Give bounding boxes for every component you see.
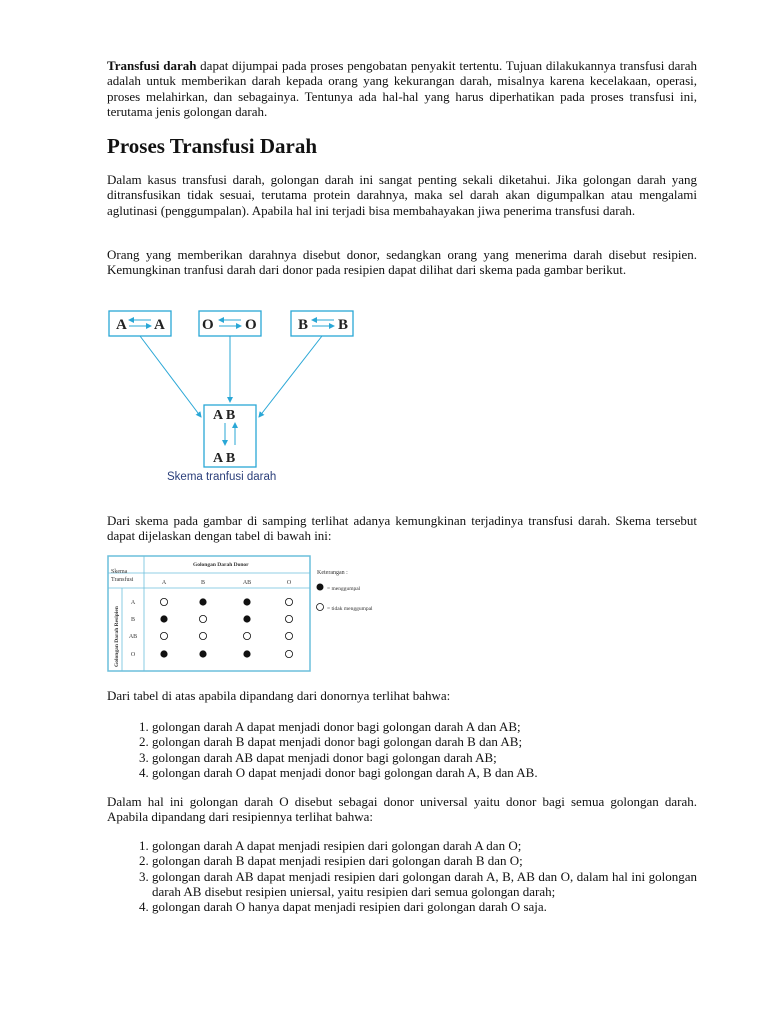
legend-filled-dot [317,584,324,591]
legend-open-dot [317,604,324,611]
double-arrow-b [312,320,334,326]
double-arrow-a [129,320,151,326]
cell-dot-agglutinate [243,598,250,605]
list-item: 1. golongan darah A dapat menjadi donor bagi golongan darah A dan AB; [152,719,697,734]
double-arrow-o [219,320,241,326]
cell-dot-agglutinate [199,650,206,657]
diagram-caption: Skema tranfusi darah [167,471,277,483]
cell-dot-no-agglutinate [199,632,206,639]
cell-dot-agglutinate [243,650,250,657]
arrow-a-to-ab [140,336,201,417]
legend-title: Keterangan : [317,570,348,576]
arrow-b-to-ab [259,336,322,417]
cell-dot-no-agglutinate [160,632,167,639]
list-item: 4. golongan darah O dapat menjadi donor bagi golongan darah A, B dan AB. [152,765,697,780]
cell-dot-no-agglutinate [285,598,292,605]
intro-text: dapat dijumpai pada proses pengobatan penyakit tertentu. Tujuan dilakukannya transfusi darah adalah untuk memberikan darah kepada orang yang kekurangan darah, misalnya karena kecelakaan, operasi, proses melahirkan, dan sebagainya. Tentunya ada hal-hal yang harus diperhatikan pada proses transfusi ini, terutama jenis golongan darah. [107,58,697,120]
row-label: A [130,600,136,606]
column-header: A [161,580,167,586]
corner-line-2: Transfusi [111,577,134,583]
column-header: B [200,580,206,586]
legend-open-text: = tidak menggumpal [327,606,373,612]
paragraph-5: Dalam hal ini golongan darah O disebut sebagai donor universal yaitu donor bagi semua golongan darah. Apabila dipandang dari resipiennya terlihat bahwa: [107,794,697,825]
box-o-right: O [245,317,257,333]
cell-dot-no-agglutinate [199,615,206,622]
paragraph-1: Dalam kasus transfusi darah, golongan darah ini sangat penting sekali diketahui. Jika golongan darah yang ditransfusikan tidak sesuai, terutama protein darahnya, maka sel darah akan digumpalkan atau mengalami aglutinasi (penggumpalan). Apabila hal ini terjadi bisa membahayakan jiwa penerima transfusi darah. [107,172,697,218]
list-item: 2. golongan darah B dapat menjadi donor bagi golongan darah B dan AB; [152,734,697,749]
cell-dot-no-agglutinate [285,650,292,657]
box-b-left: B [298,317,309,333]
cell-dot-agglutinate [160,615,167,622]
cell-dot-no-agglutinate [285,615,292,622]
cell-dot-no-agglutinate [285,632,292,639]
intro-bold-term: Transfusi darah [107,58,197,73]
donor-list [107,719,697,780]
paragraph-3: Dari skema pada gambar di samping terlihat adanya kemungkinan terjadinya transfusi darah. Skema tersebut dapat dijelaskan dengan tabel di bawah ini: [107,513,697,544]
transfusion-table [107,555,412,672]
double-arrow-ab [225,423,235,445]
transfusion-diagram [105,305,365,490]
column-header: O [286,580,292,586]
section-heading: Proses Transfusi Darah [107,134,318,158]
corner-line-1: Skema [111,569,128,575]
recipient-list [107,838,697,914]
recipient-header: Golongan Darah Resipien [114,606,120,667]
legend-filled-text: = menggumpal [327,586,361,592]
box-ab-bottom: A B [213,451,236,466]
cell-dot-agglutinate [199,598,206,605]
list-item: 1. golongan darah A dapat menjadi resipien dari golongan darah A dan O; [152,838,697,853]
list-item: 4. golongan darah O hanya dapat menjadi resipien dari golongan darah O saja. [152,899,697,914]
cell-dot-no-agglutinate [160,598,167,605]
list-item: 3. golongan darah AB dapat menjadi donor bagi golongan darah AB; [152,750,697,765]
donor-header: Golongan Darah Donor [193,562,249,568]
box-a-right: A [154,317,165,333]
list-item: 2. golongan darah B dapat menjadi resipien dari golongan darah B dan O; [152,853,697,868]
box-a-left: A [116,317,127,333]
list-item: 3. golongan darah AB dapat menjadi resipien dari golongan darah A, B, AB dan O, dalam hal ini golongan darah AB disebut resipien uniersal, yaitu resipien dari semua golongan darah; [152,869,697,900]
box-ab-top: A B [213,408,236,423]
cell-dot-agglutinate [160,650,167,657]
paragraph-2: Orang yang memberikan darahnya disebut donor, sedangkan orang yang menerima darah disebut resipien. Kemungkinan tranfusi darah dari donor pada resipien dapat dilihat dari skema pada gambar berikut. [107,247,697,278]
column-header: AB [242,580,252,586]
row-label: B [130,617,136,623]
intro-paragraph [107,58,697,120]
paragraph-4: Dari tabel di atas apabila dipandang dari donornya terlihat bahwa: [107,688,451,703]
box-b-right: B [338,317,349,333]
box-o-left: O [202,317,214,333]
cell-dot-no-agglutinate [243,632,250,639]
row-label: AB [128,634,138,640]
row-label: O [130,652,136,658]
cell-dot-agglutinate [243,615,250,622]
